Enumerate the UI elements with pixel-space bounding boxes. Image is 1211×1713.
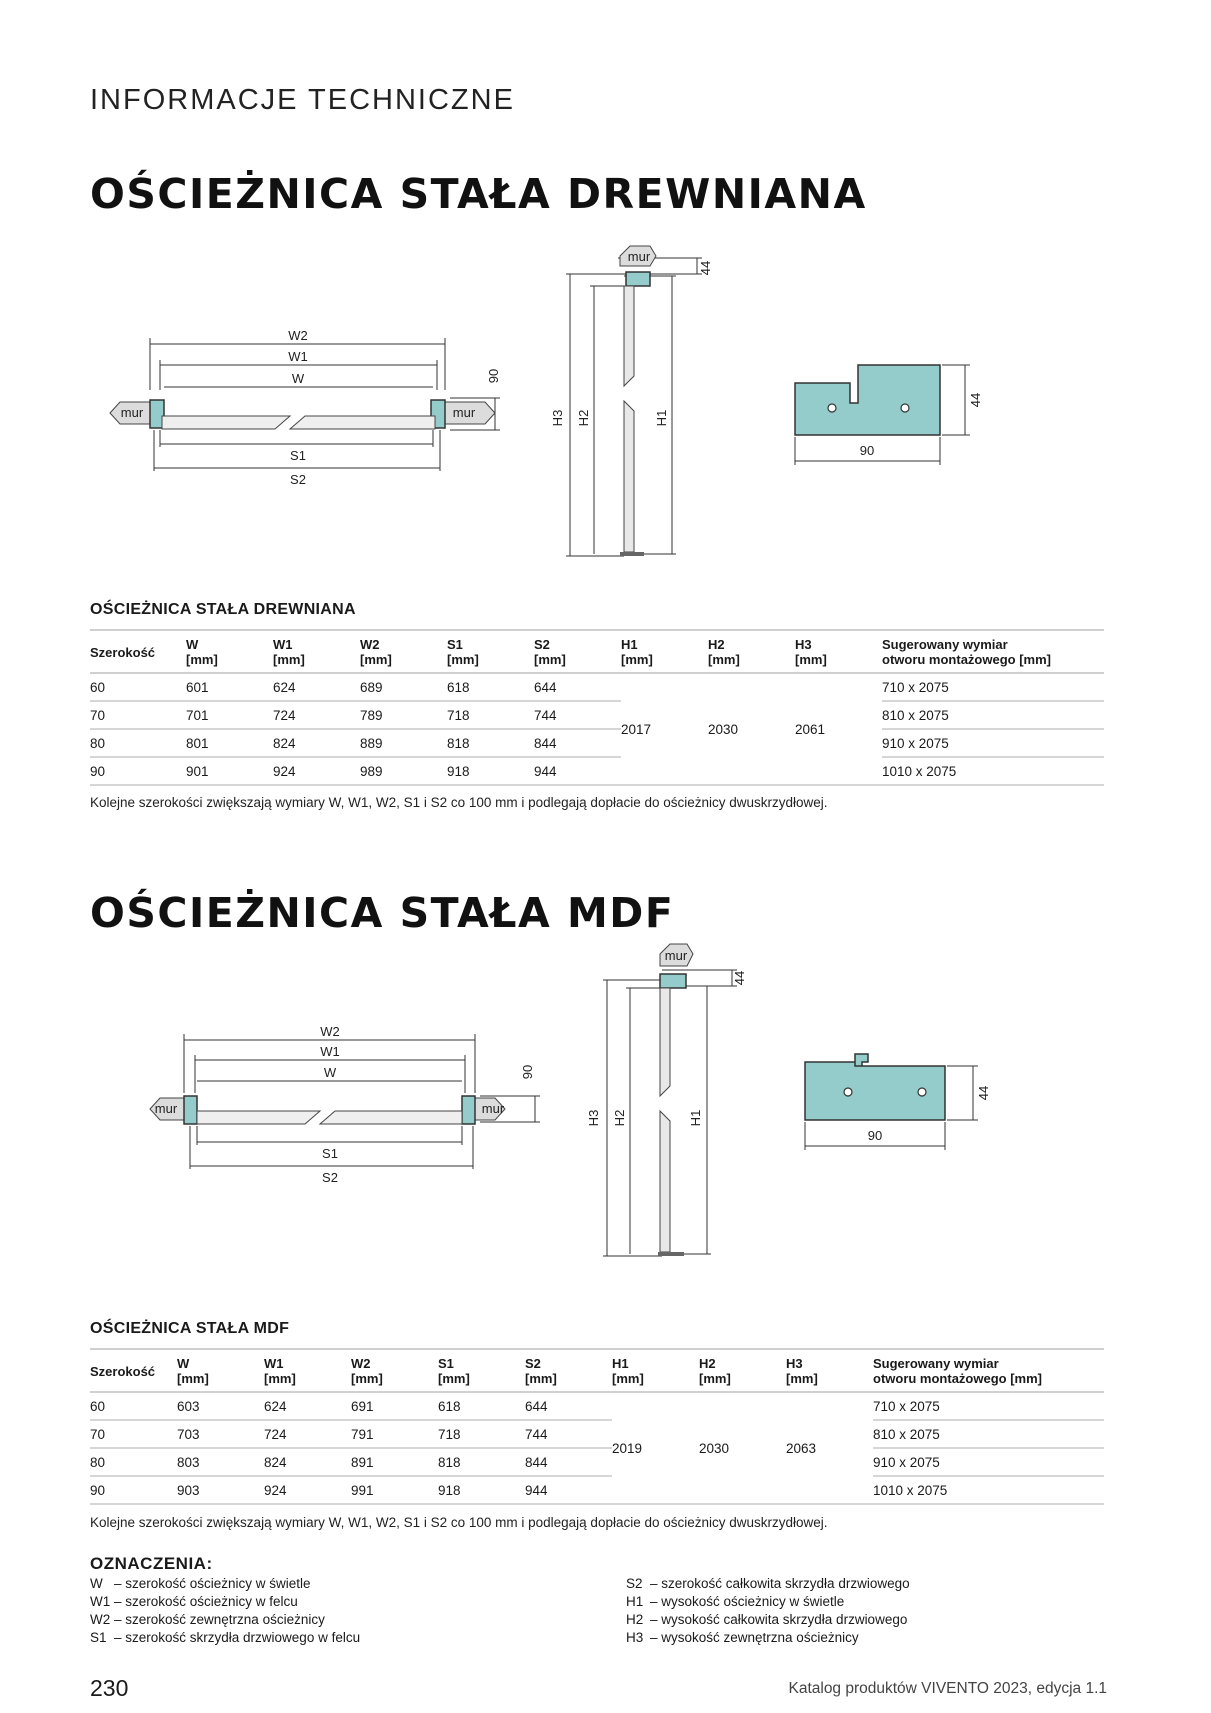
cell: 824 — [264, 1448, 351, 1476]
legend-code: H1 — [626, 1594, 644, 1609]
cell: 689 — [360, 673, 447, 701]
cell: 60 — [90, 1392, 177, 1420]
cell: 710 x 2075 — [873, 1392, 1104, 1420]
legend-item — [626, 1593, 910, 1611]
cell: 90 — [90, 757, 186, 785]
profile-section-mdf — [800, 1042, 1000, 1162]
cell: 924 — [264, 1476, 351, 1504]
col-header: Sugerowany wymiar otworu montażowego [mm] — [873, 1349, 1104, 1392]
cell: 844 — [525, 1448, 612, 1476]
legend-title: OZNACZENIA: — [90, 1554, 213, 1573]
spec-table-wood — [90, 629, 1104, 786]
cell: 910 x 2075 — [882, 729, 1104, 757]
legend-text: – wysokość zewnętrzna ościeżnicy — [650, 1630, 859, 1645]
table-row — [90, 1448, 1104, 1476]
legend-text: – szerokość ościeżnicy w świetle — [114, 1576, 311, 1591]
plan-view-diagram-mdf — [140, 1018, 560, 1198]
label-mur-left: mur — [120, 405, 144, 420]
label-h2: H2 — [576, 409, 591, 427]
cell: 80 — [90, 1448, 177, 1476]
legend-text: – wysokość całkowita skrzydła drzwiowego — [650, 1612, 908, 1627]
table-row — [90, 1420, 1104, 1448]
legend-item — [626, 1611, 910, 1629]
spec-table-mdf — [90, 1348, 1104, 1505]
legend-text: – szerokość całkowita skrzydła drzwiowego — [650, 1576, 910, 1591]
cell: 889 — [360, 729, 447, 757]
page-number: 230 — [90, 1675, 129, 1701]
legend-item — [90, 1629, 360, 1647]
label-mur-right: mur — [481, 1101, 505, 1116]
table-row — [90, 729, 1104, 757]
cell: 701 — [186, 701, 273, 729]
label-w: W — [291, 371, 305, 386]
cell: 844 — [534, 729, 621, 757]
col-header: H3 [mm] — [795, 630, 882, 673]
cell: 791 — [351, 1420, 438, 1448]
label-profile-44: 44 — [976, 1085, 991, 1101]
label-mur-top: mur — [627, 249, 651, 264]
label-w2: W2 — [288, 328, 308, 343]
cell: 810 x 2075 — [882, 701, 1104, 729]
cell: 710 x 2075 — [882, 673, 1104, 701]
cell: 70 — [90, 1420, 177, 1448]
cell: 624 — [273, 673, 360, 701]
cell: 703 — [177, 1420, 264, 1448]
col-header: W1 [mm] — [273, 630, 360, 673]
cell: 891 — [351, 1448, 438, 1476]
cell: 818 — [438, 1448, 525, 1476]
cell: 924 — [273, 757, 360, 785]
legend-code: H3 — [626, 1630, 644, 1645]
table-title-wood: OŚCIEŻNICA STAŁA DREWNIANA — [90, 601, 356, 618]
cell: 910 x 2075 — [873, 1448, 1104, 1476]
table-header — [90, 630, 1104, 673]
section-title-mdf: OŚCIEŻNICA STAŁA MDF — [90, 889, 675, 937]
cell: 944 — [534, 757, 621, 785]
legend-code: W — [90, 1576, 103, 1591]
col-header: H3 [mm] — [786, 1349, 873, 1392]
cell: 810 x 2075 — [873, 1420, 1104, 1448]
col-header: Szerokość — [90, 1349, 177, 1392]
table-note-mdf: Kolejne szerokości zwiększają wymiary W, W1, W2, S1 i S2 co 100 mm i podlegają dopłacie do ościeżnicy dwuskrzydłowej. — [90, 1515, 828, 1530]
col-header: Sugerowany wymiar otworu montażowego [mm] — [882, 630, 1104, 673]
cell: 80 — [90, 729, 186, 757]
col-header: W2 [mm] — [360, 630, 447, 673]
legend-left — [90, 1575, 360, 1647]
legend-text: – szerokość skrzydła drzwiowego w felcu — [114, 1630, 361, 1645]
legend-item — [626, 1575, 910, 1593]
label-w1: W1 — [288, 349, 308, 364]
label-mur-top: mur — [664, 948, 688, 963]
label-h3: H3 — [550, 409, 565, 427]
label-w1: W1 — [320, 1044, 340, 1059]
col-header: H2 [mm] — [708, 630, 795, 673]
cell-h1: 2017 — [621, 673, 708, 785]
legend-item — [90, 1575, 360, 1593]
col-header: W [mm] — [186, 630, 273, 673]
cell: 601 — [186, 673, 273, 701]
col-header: H2 [mm] — [699, 1349, 786, 1392]
label-mur-left: mur — [154, 1101, 178, 1116]
table-row — [90, 701, 1104, 729]
cell: 644 — [525, 1392, 612, 1420]
cell: 724 — [264, 1420, 351, 1448]
elevation-diagram-wood — [552, 246, 722, 566]
cell: 803 — [177, 1448, 264, 1476]
col-header: S2 [mm] — [525, 1349, 612, 1392]
cell: 70 — [90, 701, 186, 729]
cell: 1010 x 2075 — [873, 1476, 1104, 1504]
cell: 618 — [438, 1392, 525, 1420]
cell: 824 — [273, 729, 360, 757]
cell: 618 — [447, 673, 534, 701]
legend-code: W2 — [90, 1612, 111, 1627]
label-h1: H1 — [654, 409, 669, 427]
legend-code: S1 — [90, 1630, 107, 1645]
table-row — [90, 1392, 1104, 1420]
cell: 603 — [177, 1392, 264, 1420]
table-header — [90, 1349, 1104, 1392]
cell-h2: 2030 — [699, 1392, 786, 1504]
cell: 718 — [438, 1420, 525, 1448]
cell: 901 — [186, 757, 273, 785]
label-h1: H1 — [688, 1109, 703, 1127]
catalog-footer: Katalog produktów VIVENTO 2023, edycja 1.1 — [788, 1680, 1107, 1697]
legend-code: S2 — [626, 1576, 643, 1591]
col-header: Szerokość — [90, 630, 186, 673]
label-s1: S1 — [290, 448, 306, 463]
col-header: W1 [mm] — [264, 1349, 351, 1392]
legend-item — [90, 1593, 360, 1611]
cell: 60 — [90, 673, 186, 701]
label-90: 90 — [486, 368, 501, 384]
cell: 918 — [438, 1476, 525, 1504]
cell: 644 — [534, 673, 621, 701]
cell: 624 — [264, 1392, 351, 1420]
label-90: 90 — [520, 1064, 535, 1080]
legend-code: H2 — [626, 1612, 644, 1627]
table-row — [90, 1476, 1104, 1504]
cell-h1: 2019 — [612, 1392, 699, 1504]
cell: 818 — [447, 729, 534, 757]
profile-section-wood — [790, 355, 990, 475]
page-kicker: INFORMACJE TECHNICZNE — [90, 84, 515, 116]
section-title-wood: OŚCIEŻNICA STAŁA DREWNIANA — [90, 170, 867, 218]
col-header: H1 [mm] — [612, 1349, 699, 1392]
legend-code: W1 — [90, 1594, 111, 1609]
cell: 991 — [351, 1476, 438, 1504]
label-44-vertical: 44 — [732, 970, 747, 986]
table-row — [90, 673, 1104, 701]
cell-h3: 2061 — [795, 673, 882, 785]
legend-text: – szerokość ościeżnicy w felcu — [114, 1594, 298, 1609]
label-s2: S2 — [322, 1170, 338, 1185]
label-mur-right: mur — [452, 405, 476, 420]
table-note-wood: Kolejne szerokości zwiększają wymiary W, W1, W2, S1 i S2 co 100 mm i podlegają dopłacie do ościeżnicy dwuskrzydłowej. — [90, 795, 828, 810]
label-profile-90: 90 — [859, 443, 875, 458]
label-s2: S2 — [290, 472, 306, 487]
label-w: W — [323, 1065, 337, 1080]
legend-text: – szerokość zewnętrzna ościeżnicy — [114, 1612, 325, 1627]
label-profile-90: 90 — [867, 1128, 883, 1143]
legend-right — [626, 1575, 910, 1647]
cell: 90 — [90, 1476, 177, 1504]
cell: 1010 x 2075 — [882, 757, 1104, 785]
cell: 789 — [360, 701, 447, 729]
col-header: S2 [mm] — [534, 630, 621, 673]
plan-view-diagram-wood — [100, 320, 520, 500]
label-h3: H3 — [586, 1109, 601, 1127]
cell: 744 — [534, 701, 621, 729]
table-title-mdf: OŚCIEŻNICA STAŁA MDF — [90, 1320, 290, 1337]
legend-item — [626, 1629, 910, 1647]
cell: 691 — [351, 1392, 438, 1420]
legend-text: – wysokość ościeżnicy w świetle — [650, 1594, 845, 1609]
label-w2: W2 — [320, 1024, 340, 1039]
elevation-diagram-mdf — [582, 946, 752, 1266]
col-header: S1 [mm] — [438, 1349, 525, 1392]
table-row — [90, 757, 1104, 785]
cell: 801 — [186, 729, 273, 757]
label-h2: H2 — [612, 1109, 627, 1127]
cell-h3: 2063 — [786, 1392, 873, 1504]
label-s1: S1 — [322, 1146, 338, 1161]
col-header: W [mm] — [177, 1349, 264, 1392]
cell: 903 — [177, 1476, 264, 1504]
legend-item — [90, 1611, 360, 1629]
cell: 918 — [447, 757, 534, 785]
col-header: H1 [mm] — [621, 630, 708, 673]
label-profile-44: 44 — [968, 392, 983, 408]
cell: 724 — [273, 701, 360, 729]
cell: 944 — [525, 1476, 612, 1504]
cell-h2: 2030 — [708, 673, 795, 785]
col-header: S1 [mm] — [447, 630, 534, 673]
cell: 989 — [360, 757, 447, 785]
cell: 718 — [447, 701, 534, 729]
cell: 744 — [525, 1420, 612, 1448]
col-header: W2 [mm] — [351, 1349, 438, 1392]
label-44-vertical: 44 — [698, 260, 713, 276]
